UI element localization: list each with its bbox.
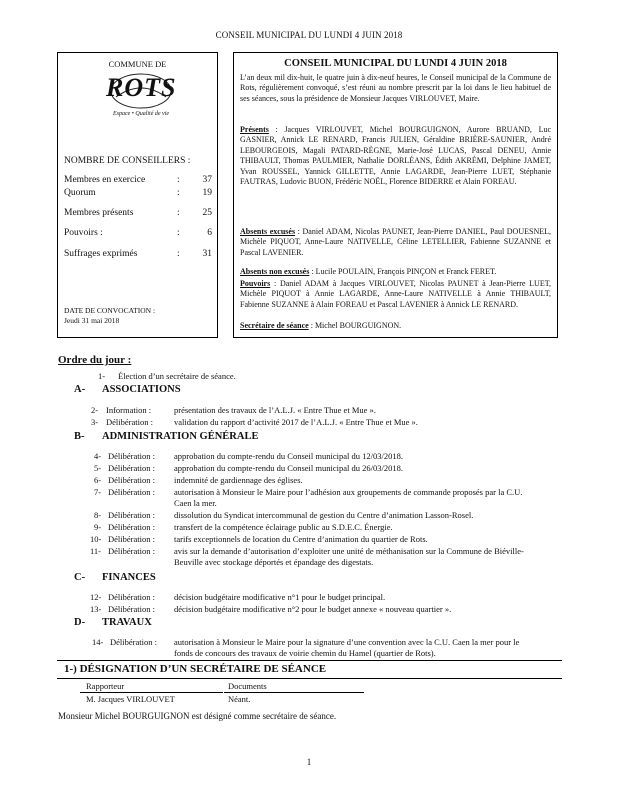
- agenda-item-type: Délibération :: [108, 475, 155, 485]
- agenda-item-type: Délibération :: [108, 592, 155, 602]
- stat-label: Membres présents: [64, 208, 134, 218]
- section-letter: C-: [74, 572, 86, 583]
- ordre-du-jour-title: Ordre du jour :: [58, 354, 132, 366]
- commune-label: COMMUNE DE: [108, 59, 167, 69]
- convocation-label: DATE DE CONVOCATION :: [64, 306, 156, 315]
- section-letter: B-: [74, 431, 85, 442]
- presents-list: : Jacques VIRLOUVET, Michel BOURGUIGNON, Aurore BRUAND, Luc GASNIER, Annick LE RENARD, Francis JULIEN, Géraldine BRIÈRE-SAUNIER, André LEBOURGEOIS, Magali PATARD-RÈGNE, Marie-José LUCAS, Pascal DENEU, Annie THIBAULT, Thomas PAULMIER, Nathalie DORLÉANS, Édith AKRÉMI, Delphine JAMET, Yvan ROUSSEL, Yannick GILLETTE, Annie LAGARDE, Jean-Pierre LUET, Stéphanie FAUTRAS, Ludovic BUON, Frédéric NOËL, Florence BIDERRE et Alain FOREAU.: [240, 125, 551, 187]
- agenda-item-text: présentation des travaux de l’A.L.J. « Entre Thue et Mue ».: [174, 405, 376, 415]
- agenda-item-text: transfert de la compétence éclairage public au S.D.E.C. Énergie.: [174, 522, 393, 532]
- commune-info-box: [57, 52, 218, 338]
- agenda-item-text-cont: Beuville avec stockage déportés et épandage des digestats.: [174, 557, 374, 567]
- agenda-item-text: validation du rapport d’activité 2017 de l’A.L.J. « Entre Thue et Mue ».: [174, 417, 418, 427]
- stat-value: 6: [207, 228, 212, 238]
- section-1-title: 1-) DÉSIGNATION D’UN SECRÉTAIRE DE SÉANCE: [64, 663, 327, 675]
- agenda-item-num: 13-: [90, 604, 102, 614]
- stat-value: 31: [202, 249, 212, 259]
- nb-conseillers-title: NOMBRE DE CONSEILLERS :: [64, 156, 191, 166]
- stat-row: Membres présents : 25: [64, 208, 212, 218]
- section-rule-top: [57, 660, 562, 661]
- section-rule-bottom: [57, 678, 562, 679]
- stat-label: Suffrages exprimés: [64, 249, 138, 259]
- agenda-item-type: Délibération :: [108, 534, 155, 544]
- agenda-item-text: autorisation à Monsieur le Maire pour la signature d’une convention avec la C.U. Caen la mer pour le: [174, 637, 520, 647]
- stat-label: Pouvoirs :: [64, 228, 103, 238]
- agenda-item-num: 7-: [94, 487, 102, 497]
- excuses-paragraph: [240, 227, 551, 258]
- stat-label: Membres en exercice: [64, 175, 146, 185]
- logo-text: ROTS: [106, 73, 177, 102]
- seance-title: CONSEIL MUNICIPAL DU LUNDI 4 JUIN 2018: [284, 58, 507, 69]
- agenda-item-type: Délibération :: [108, 522, 155, 532]
- agenda-item-type: Délibération :: [108, 604, 155, 614]
- section-title-administration: ADMINISTRATION GÉNÉRALE: [102, 431, 259, 442]
- convocation: [64, 306, 155, 326]
- secretaire-name: : Michel BOURGUIGNON.: [308, 321, 402, 330]
- pouvoirs-list: : Daniel ADAM à Jacques VIRLOUVET, Nicolas PAUNET à Jean-Pierre LUET, Michèle PIQUOT à Annie LAGARDE, Anne-Laure NATIVELLE à Annie THIBAULT, Fabienne SUZANNE à Alain FOREAU et Pascal LAVENIER à Annick LE RENARD.: [240, 279, 551, 309]
- stat-value: 37: [202, 175, 212, 185]
- agenda-item-text: dissolution du Syndicat intercommunal de gestion du Centre d’animation Lasson-Rosel.: [174, 510, 474, 520]
- commune-logo: [106, 71, 176, 121]
- agenda-item-num: 11-: [90, 546, 102, 556]
- agenda-item-text: approbation du compte-rendu du Conseil municipal du 12/03/2018.: [174, 451, 403, 461]
- page-number: 1: [306, 757, 312, 767]
- agenda-item-text: décision budgétaire modificative n°1 pour le budget principal.: [174, 592, 386, 602]
- agenda-item-text-cont: Caen la mer.: [174, 498, 217, 508]
- stat-row: Pouvoirs : : 6: [64, 228, 212, 238]
- seance-info-box: [233, 52, 558, 338]
- stat-label: Quorum: [64, 188, 96, 198]
- agenda-item-num: 8-: [94, 510, 102, 520]
- stat-row: Quorum : 19: [64, 188, 212, 198]
- stat-row: Membres en exercice : 37: [64, 175, 212, 185]
- section-title-finances: FINANCES: [102, 572, 156, 583]
- agenda-item-num: 12-: [90, 592, 102, 602]
- logo-tagline: Espace • Qualité de vie: [112, 111, 170, 117]
- pouvoirs-paragraph: [240, 279, 551, 310]
- agenda-item-type: Information :: [106, 405, 152, 415]
- agenda-item-type: Délibération :: [108, 546, 155, 556]
- agenda-item-type: Délibération :: [108, 463, 155, 473]
- col-documents-header: Documents: [228, 681, 267, 691]
- page-header: CONSEIL MUNICIPAL DU LUNDI 4 JUIN 2018: [215, 30, 403, 40]
- section-title-associations: ASSOCIATIONS: [102, 384, 181, 395]
- presents-paragraph: [240, 125, 551, 187]
- non-excuses-paragraph: [240, 267, 551, 277]
- excuses-label: Absents excusés: [240, 227, 296, 236]
- agenda-item-text: avis sur la demande d’autorisation d’exploiter une unité de méthanisation sur la Commune de Biéville-: [174, 546, 524, 556]
- section-letter: D-: [74, 617, 86, 628]
- agenda-item-num: 14-: [92, 637, 104, 647]
- agenda-item-type: Délibération :: [110, 637, 157, 647]
- presents-label: Présents: [240, 125, 269, 134]
- secretaire-paragraph: [240, 321, 551, 331]
- rapporteur-name: M. Jacques VIRLOUVET: [86, 694, 175, 704]
- agenda-item-num: 2-: [91, 405, 99, 415]
- agenda-item-text-cont: fonds de concours des travaux de voirie chemin du Hamel (quartier de Rots).: [174, 648, 436, 658]
- agenda-item-num: 6-: [94, 475, 102, 485]
- conclusion-text: Monsieur Michel BOURGUIGNON est désigné comme secrétaire de séance.: [58, 711, 337, 721]
- agenda-item-text: indemnité de gardiennage des églises.: [174, 475, 303, 485]
- secretaire-label: Secrétaire de séance: [240, 321, 309, 330]
- non-excuses-label: Absents non excusés: [240, 267, 310, 276]
- agenda-item-text: approbation du compte-rendu du Conseil municipal du 26/03/2018.: [174, 463, 403, 473]
- pouvoirs-label: Pouvoirs: [240, 279, 271, 288]
- agenda-item-num: 5-: [94, 463, 102, 473]
- agenda-item-type: Délibération :: [108, 510, 155, 520]
- agenda-item-text: tarifs exceptionnels de location du Centre d’animation du quartier de Rots.: [174, 534, 428, 544]
- seance-intro: L’an deux mil dix-huit, le quatre juin à dix-neuf heures, le Conseil municipal de la Commune de Rots, régulièrement convoqué, s’est réuni au nombre prescrit par la loi dans le lieu habituel de ses séances, sous la présidence de Monsieur Jacques VIRLOUVET, Maire.: [240, 73, 551, 103]
- agenda-item-text: autorisation à Monsieur le Maire pour l’adhésion aux groupements de commande proposés par la C.U.: [174, 487, 523, 497]
- stat-value: 19: [202, 188, 212, 198]
- agenda-item-num: 9-: [94, 522, 102, 532]
- section-title-travaux: TRAVAUX: [102, 617, 152, 628]
- col-rapporteur-header: Rapporteur: [86, 681, 125, 691]
- agenda-item-text: Élection d’un secrétaire de séance.: [118, 371, 236, 381]
- table-rule: [80, 692, 223, 693]
- stat-value: 25: [202, 208, 212, 218]
- convocation-date: Jeudi 31 mai 2018: [64, 316, 120, 325]
- agenda-item-num: 3-: [91, 417, 99, 427]
- agenda-item-type: Délibération :: [108, 451, 155, 461]
- non-excuses-list: : Lucile POULAIN, François PINÇON et Franck FERET.: [309, 267, 497, 276]
- section-letter: A-: [74, 384, 86, 395]
- agenda-item-text: décision budgétaire modificative n°2 pour le budget annexe « nouveau quartier ».: [174, 604, 452, 614]
- agenda-item-type: Délibération :: [108, 487, 155, 497]
- agenda-item-num: 1-: [98, 371, 106, 381]
- agenda-item-type: Délibération :: [106, 417, 153, 427]
- agenda-item-num: 4-: [94, 451, 102, 461]
- table-rule: [224, 692, 364, 693]
- agenda-item-num: 10-: [90, 534, 102, 544]
- excuses-list: : Daniel ADAM, Nicolas PAUNET, Jean-Pierre DANIEL, Paul DOUESNEL, Michèle PIQUOT, Anne-Laure NATIVELLE, Céline LETELLIER, Fabienne SUZANNE et Pascal LAVENIER.: [240, 227, 551, 257]
- documents-value: Néant.: [228, 694, 251, 704]
- stat-row: Suffrages exprimés : 31: [64, 249, 212, 259]
